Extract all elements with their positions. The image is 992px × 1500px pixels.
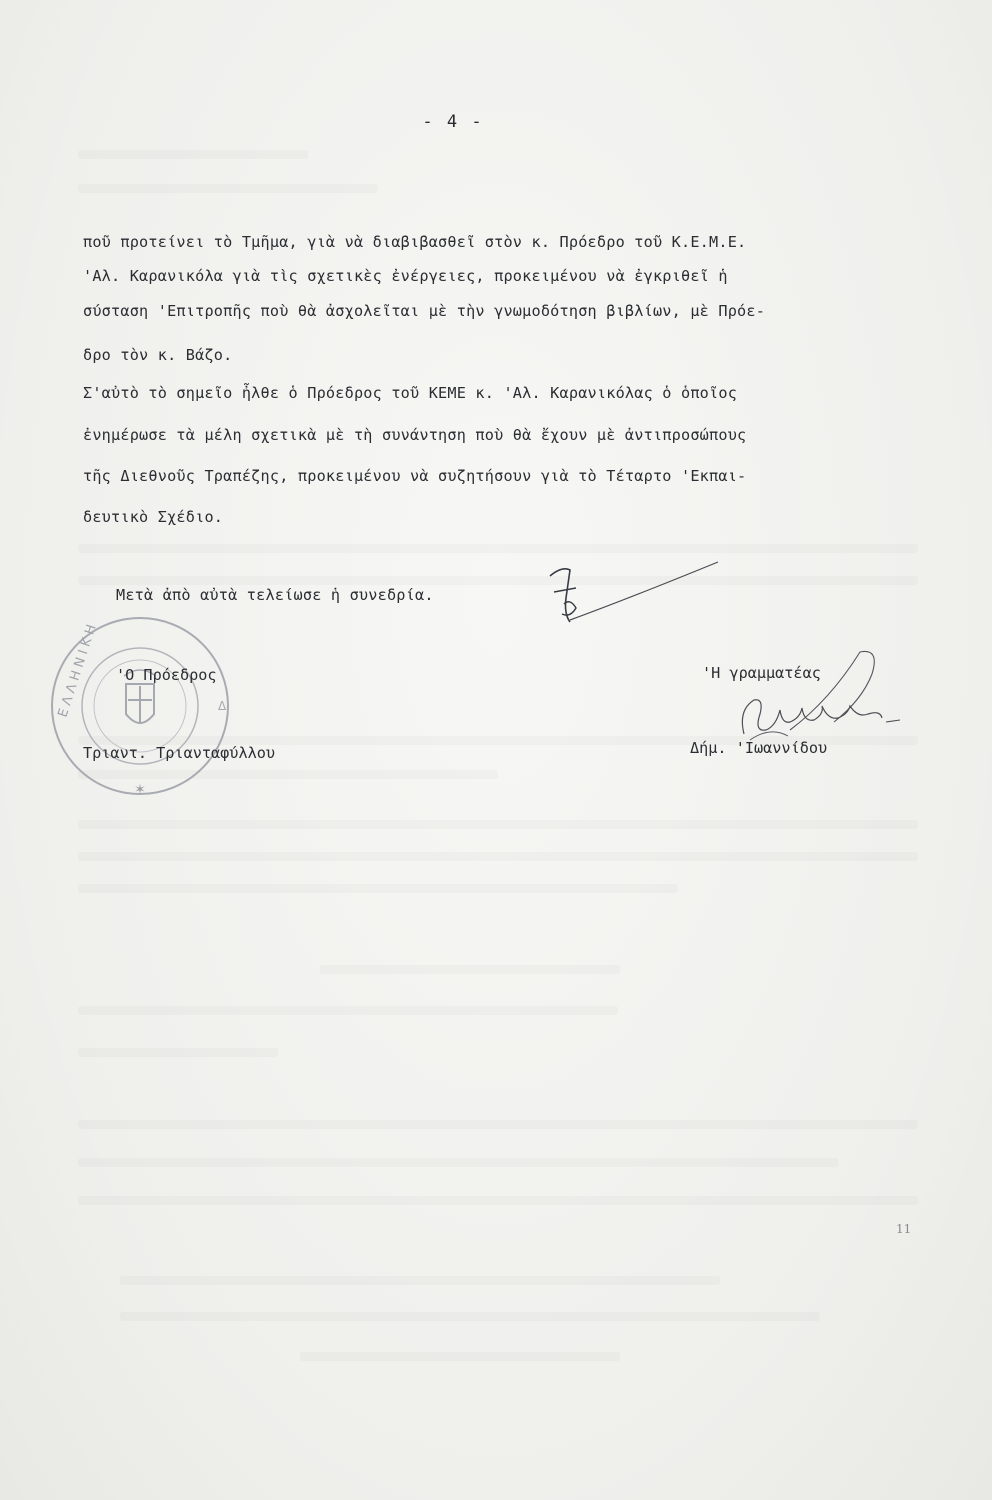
bleed-through-line (78, 820, 918, 829)
bleed-through-line (78, 576, 918, 585)
bleed-through-line (78, 1158, 838, 1167)
bleed-through-line (120, 1312, 820, 1321)
body-line-3: σύσταση 'Επιτροπῆς ποὺ θὰ ἀσχολεῖται μὲ τὴν γνωμοδότηση βιβλίων, μὲ Πρόε- (83, 302, 766, 320)
body-line-7: τῆς Διεθνοῦς Τραπέζης, προκειμένου νὰ συζητήσουν γιὰ τὸ Τέταρτο 'Εκπαι- (83, 467, 747, 485)
bleed-through-line (78, 1006, 618, 1015)
president-title: 'Ο Πρόεδρος (116, 666, 217, 684)
page-number: - 4 - (422, 112, 484, 132)
body-line-5: Σ'αὐτὸ τὸ σημεῖο ἦλθε ὁ Πρόεδρος τοῦ ΚΕΜΕ κ. 'Αλ. Καρανικόλας ὁ ὁποῖος (83, 384, 738, 402)
bleed-through-line (78, 150, 308, 159)
bleed-through-line (120, 1276, 720, 1285)
bleed-through-line (320, 965, 620, 974)
bleed-through-line (300, 1352, 620, 1361)
secretary-title: 'Η γραμματέας (702, 664, 821, 682)
body-line-8: δευτικὸ Σχέδιο. (83, 508, 224, 526)
body-line-2: 'Αλ. Καρανικόλα γιὰ τὶς σχετικὲς ἐνέργειες, προκειμένου νὰ ἐγκριθεῖ ἡ (83, 267, 728, 285)
bleed-through-line (78, 1196, 918, 1205)
svg-text:✶: ✶ (134, 782, 146, 798)
svg-text:Δ: Δ (218, 699, 227, 713)
body-line-1: ποῦ προτείνει τὸ Τμῆμα, γιὰ νὰ διαβιβασθεῖ στὸν κ. Πρόεδρο τοῦ Κ.Ε.Μ.Ε. (83, 233, 747, 251)
body-line-6: ἐνημέρωσε τὰ μέλη σχετικὰ μὲ τὴ συνάντηση ποὺ θὰ ἔχουν μὲ ἀντιπροσώπους (83, 426, 747, 444)
bleed-through-line (78, 1048, 278, 1057)
official-seal-icon (40, 606, 240, 806)
secretary-name: Δήμ. 'Ιωαννίδου (690, 739, 828, 757)
bleed-through-line (78, 884, 678, 893)
president-name: Τριαντ. Τριανταφύλλου (83, 744, 276, 762)
closing-statement: Μετὰ ἀπὸ αὐτὰ τελείωσε ἡ συνεδρία. (116, 586, 434, 604)
bleed-through-line (78, 852, 918, 861)
initials-mark (540, 558, 740, 638)
body-line-4: δρο τὸν κ. Βάζο. (83, 346, 233, 364)
bleed-through-line (78, 544, 918, 553)
svg-text:Ε Λ Λ Η Ν Ι Κ Η: Ε Λ Λ Η Ν Ι Κ Η (55, 622, 100, 720)
bleed-through-line (78, 184, 378, 193)
bleed-through-line (78, 1120, 918, 1129)
margin-mark: 11 (896, 1222, 912, 1236)
secretary-signature (730, 640, 910, 750)
